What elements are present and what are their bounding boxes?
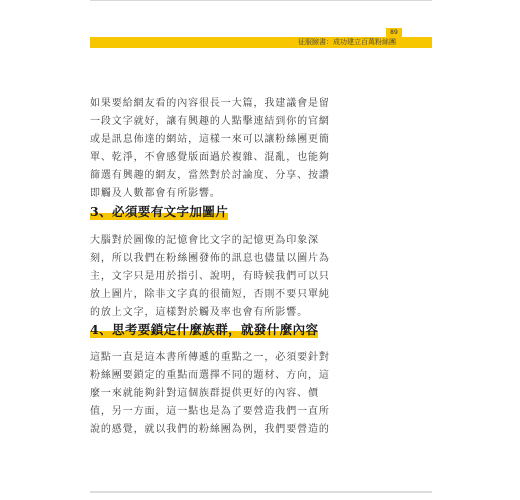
section-heading-3: 3、必須要有文字加圖片 — [90, 204, 229, 219]
paragraph-line: 放上圖片，除非文字真的很簡短，否則不要只單純 — [90, 289, 330, 300]
paragraph-line: 即觸及人數都會有所影響。 — [90, 188, 221, 199]
paragraph-line: 的放上文字，這樣對於觸及率也會有所影響。 — [90, 307, 308, 318]
paragraph-line: 主，文字只是用於指引、說明，有時候我們可以只 — [90, 271, 330, 282]
page-number: 89 — [390, 29, 398, 36]
paragraph-line: 說的感覺，就以我們的粉絲團為例，我們要營造的 — [90, 424, 330, 435]
section-heading-4: 4、思考要鎖定什麼族群，就發什麼內容 — [90, 322, 319, 337]
paragraph-line: 單、乾淨，不會感覺版面過於複雜、混亂，也能夠 — [90, 152, 330, 163]
running-header-title: 征服臉書：成功建立百萬粉絲團 — [298, 38, 396, 46]
running-header-band — [90, 37, 432, 48]
paragraph-2 — [90, 232, 400, 322]
paragraph-line: 粉絲團要鎖定的重點而選擇不同的題材、方向，這 — [90, 370, 330, 381]
paragraph-3 — [90, 349, 400, 439]
paragraph-1 — [90, 95, 400, 203]
bottom-rule — [90, 491, 432, 493]
top-rule — [90, 0, 432, 1]
paragraph-line: 刻，所以我們在粉絲團發佈的訊息也儘量以圖片為 — [90, 253, 330, 264]
paragraph-line: 大腦對於圖像的記憶會比文字的記憶更為印象深 — [90, 235, 319, 246]
paragraph-line: 篩選有興趣的網友，當然對於討論度、分享、按讚 — [90, 170, 330, 181]
paragraph-line: 麼一來就能夠針對這個族群提供更好的內容、價 — [90, 388, 319, 399]
paragraph-line: 這點一直是這本書所傳遞的重點之一，必須要針對 — [90, 352, 330, 363]
paragraph-line: 如果要給網友看的內容很長一大篇，我建議會是留 — [90, 98, 330, 109]
paragraph-line: 或是訊息佈達的網站，這樣一來可以讓粉絲團更簡 — [90, 134, 330, 145]
paragraph-line: 值，另一方面，這一點也是為了要營造我們一直所 — [90, 406, 330, 417]
paragraph-line: 一段文字就好，讓有興趣的人點擊連結到你的官網 — [90, 116, 330, 127]
